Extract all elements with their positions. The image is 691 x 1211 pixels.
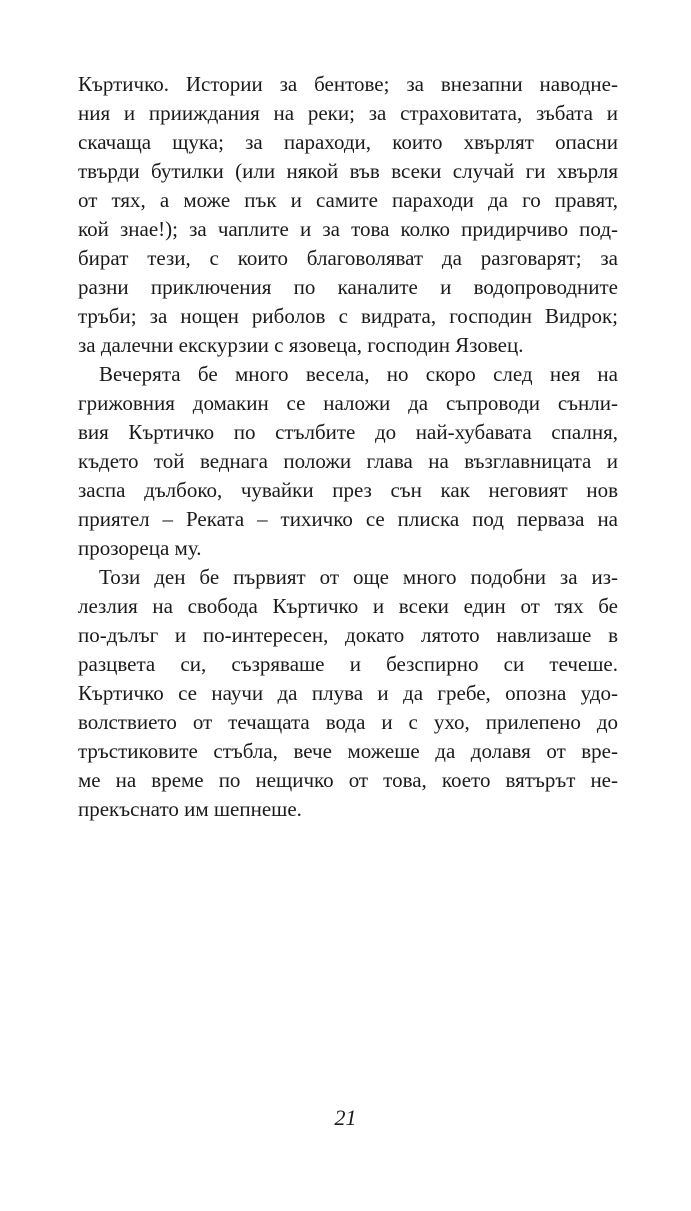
text-line: ме на време по нещичко от това, което вятърът не- [78, 768, 618, 792]
paragraph-3 [78, 563, 618, 824]
text-line: разцвета си, съзряваше и безспирно си течеше. [78, 652, 618, 676]
text-line: прекъснато им шепнеше. [78, 797, 302, 821]
text-line: кой знае!); за чаплите и за това колко придирчиво под- [78, 217, 618, 241]
text-line: приятел – Реката – тихичко се плиска под перваза на [78, 507, 618, 531]
text-line: Този ден бе първият от още много подобни за из- [78, 565, 618, 589]
text-line: по-дълъг и по-интересен, докато лятото навлизаше в [78, 623, 618, 647]
text-line: ния и прииждания на реки; за страховитата, зъбата и [78, 101, 618, 125]
paragraph-2 [78, 360, 618, 563]
text-line: където той веднага положи глава на възглавницата и [78, 449, 618, 473]
text-line: Къртичко. Истории за бентове; за внезапни наводне- [78, 72, 618, 96]
text-line: тръстиковите стъбла, вече можеше да долавя от вре- [78, 739, 618, 763]
text-line: твърди бутилки (или някой във всеки случай ги хвърля [78, 159, 618, 183]
text-line: лезлия на свобода Къртичко и всеки един от тях бе [78, 594, 618, 618]
text-line: тръби; за нощен риболов с видрата, господин Видрок; [78, 304, 618, 328]
text-line: от тях, а може пък и самите параходи да го правят, [78, 188, 618, 212]
text-line: вия Къртичко по стълбите до най-хубавата спалня, [78, 420, 618, 444]
text-line: бират тези, с които благоволяват да разговарят; за [78, 246, 618, 270]
text-line: Къртичко се научи да плува и да гребе, опозна удо- [78, 681, 618, 705]
text-line: прозореца му. [78, 536, 202, 560]
text-line: скачаща щука; за параходи, които хвърлят опасни [78, 130, 618, 154]
text-line: заспа дълбоко, чувайки през сън как неговият нов [78, 478, 618, 502]
page-number: 21 [334, 1105, 357, 1130]
text-line: за далечни екскурзии с язовеца, господин Язовец. [78, 333, 524, 357]
paragraph-1 [78, 70, 618, 360]
text-line: волствието от течащата вода и с ухо, прилепено до [78, 710, 618, 734]
text-line: Вечерята бе много весела, но скоро след нея на [78, 362, 618, 386]
body-text [78, 70, 618, 824]
text-line: грижовния домакин се наложи да съпроводи сънли- [78, 391, 618, 415]
text-line: разни приключения по каналите и водопроводните [78, 275, 618, 299]
